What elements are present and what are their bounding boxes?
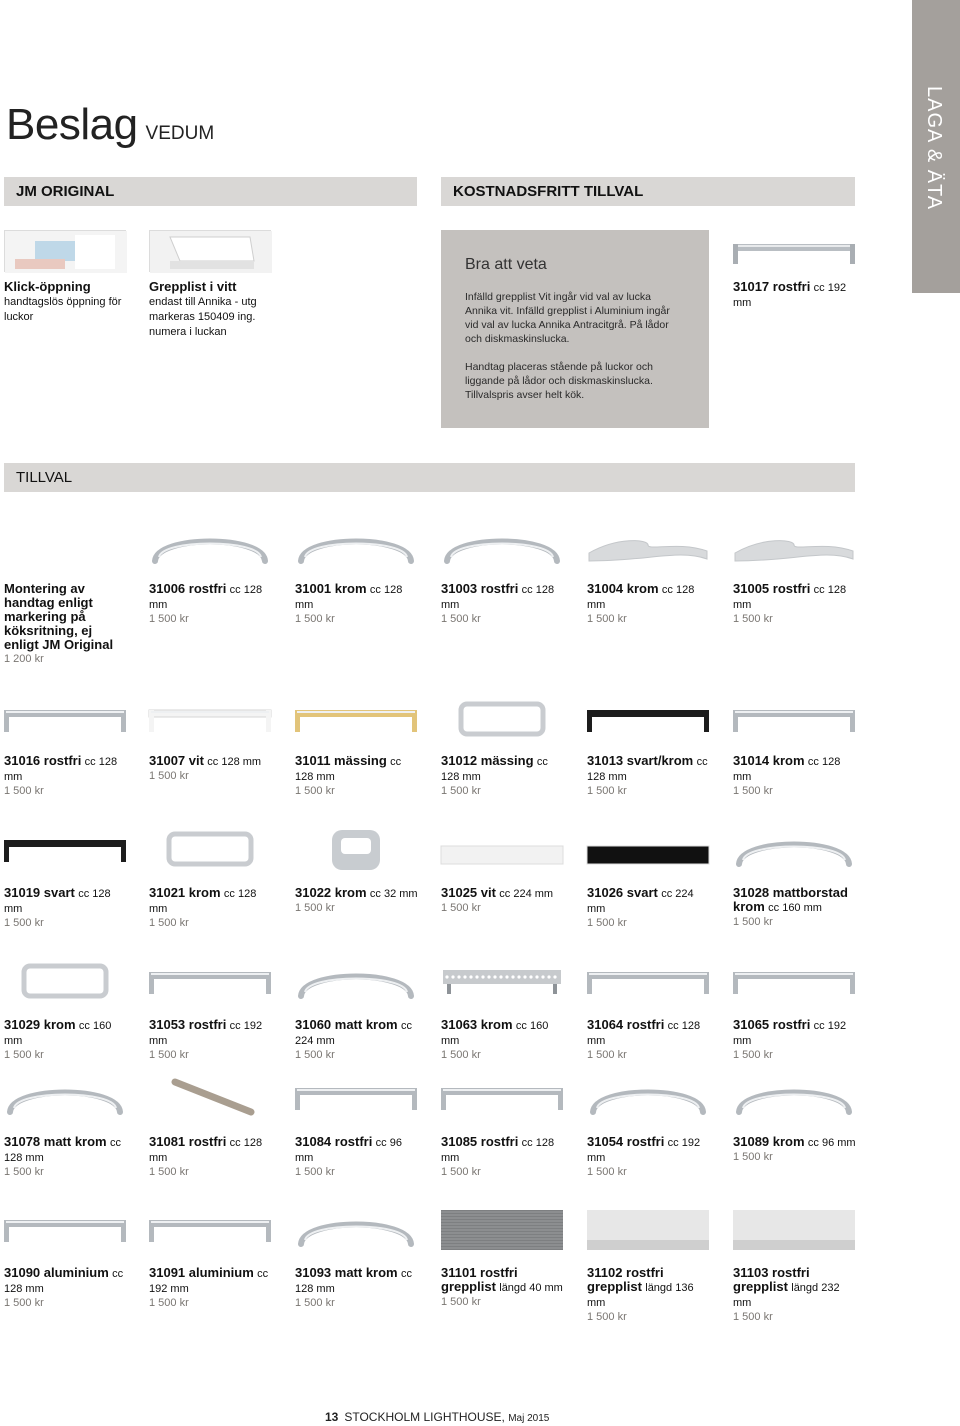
handle-size: cc 192 mm [149,1268,269,1295]
handle-item[interactable] [295,1266,420,1310]
handle-item[interactable] [587,582,712,626]
handle-size: längd 232 mm [733,1282,840,1309]
handle-item[interactable] [441,886,566,915]
handle-code: 31065 rostfri [733,1017,811,1032]
handle-size: cc 128 mm [441,1137,555,1164]
handle-item[interactable] [587,1018,712,1062]
footer-date: Maj 2015 [508,1413,550,1424]
handle-price: 1 500 kr [4,1297,44,1309]
handle-size: cc 192 mm [149,1020,263,1047]
free-item-size: cc 192 mm [733,282,847,309]
handle-code: 31013 svart/krom [587,753,694,768]
handle-code: 31006 rostfri [149,581,227,596]
handle-price: 1 500 kr [587,1311,627,1323]
handle-price: 1 500 kr [441,1296,481,1308]
handle-item[interactable] [295,754,420,798]
handle-price: 1 500 kr [149,770,189,782]
info-box-heading: Bra att veta [465,256,547,273]
handle-size: cc 224 mm [499,888,554,900]
handle-image [733,1078,855,1120]
handle-image [441,962,563,1004]
handle-code: 31078 matt krom [4,1134,107,1149]
handle-size: cc 160 mm [4,1020,112,1047]
handle-image [4,830,126,872]
handle-price: 1 500 kr [149,917,189,929]
handle-item[interactable] [149,1266,274,1310]
handle-size: cc 224 mm [295,1020,412,1047]
side-tab[interactable] [912,0,960,293]
free-item-code: 31017 rostfri [733,279,811,294]
handle-size: cc 128 mm [4,756,118,783]
jm-item-name: Klick-öppning [4,279,91,294]
handle-item[interactable] [149,582,274,626]
handle-image [295,962,417,1004]
handle-code: 31064 rostfri [587,1017,665,1032]
handle-code: 31012 mässing [441,753,534,768]
handle-image [441,1078,563,1120]
handle-image [441,830,563,872]
handle-image [149,527,271,569]
handle-size: cc 96 mm [807,1137,856,1149]
handle-price: 1 500 kr [441,613,481,625]
handle-price: 1 500 kr [295,902,335,914]
handle-image [587,1210,709,1252]
handle-item[interactable] [733,886,858,929]
handle-image [4,1210,126,1252]
jm-item-name: Grepplist i vitt [149,279,237,294]
handle-item[interactable] [441,754,566,798]
handle-price: 1 500 kr [733,613,773,625]
info-box-para2: Handtag placeras stående på luckor och liggande på lådor och diskmaskinslucka. Tillvalspris avser helt kök. [465,361,653,401]
montering-item [4,582,124,666]
handle-size: cc 192 mm [733,1020,847,1047]
handle-image [149,1210,271,1252]
handle-code: 31021 krom [149,885,221,900]
handle-31017-image [733,240,855,265]
free-item-31017 [733,280,858,310]
handle-image [295,527,417,569]
handle-price: 1 500 kr [149,1049,189,1061]
handle-image [733,700,855,742]
handle-price: 1 500 kr [441,902,481,914]
handle-size: cc 128 mm [149,584,263,611]
handle-item[interactable] [587,754,712,798]
handle-code: 31026 svart [587,885,658,900]
handle-image [587,962,709,1004]
handle-image [441,700,563,742]
handle-code: 31063 krom [441,1017,513,1032]
handle-code: 31014 krom [733,753,805,768]
handle-code: 31028 mattborstad krom [733,885,848,914]
footer [325,1410,549,1424]
handle-item[interactable] [733,582,858,626]
handle-code: 31090 aluminium [4,1265,109,1280]
handle-code: 31007 vit [149,753,204,768]
jm-item-desc: handtagslös öppning för luckor [4,296,122,323]
kostnadsfritt-bar: KOSTNADSFRITT TILLVAL [441,177,855,206]
handle-price: 1 500 kr [587,1049,627,1061]
grepplist-vitt-photo [149,230,271,272]
jm-item-desc: endast till Annika - utg markeras 150409 ing. numera i luckan [149,296,257,338]
handle-size: cc 128 mm [733,584,847,611]
handle-code: 31091 aluminium [149,1265,254,1280]
handle-item[interactable] [295,886,420,915]
info-box [441,230,709,428]
handle-item[interactable] [587,1266,712,1324]
handle-size: cc 128 mm [441,584,555,611]
handle-code: 31022 krom [295,885,367,900]
handle-size: cc 128 mm [4,1268,124,1295]
footer-page-number: 13 [325,1410,339,1424]
handle-price: 1 500 kr [733,916,773,928]
handle-size: cc 128 mm [4,888,111,915]
handle-item[interactable] [441,1266,566,1309]
handle-item[interactable] [149,886,274,930]
handle-image [295,1210,417,1252]
handle-item[interactable] [149,1135,274,1179]
handle-size: cc 160 mm [768,902,822,914]
handle-price: 1 500 kr [587,785,627,797]
handle-item[interactable] [733,1018,858,1062]
montering-text: Montering av handtag enligt markering på köksritning, ej enligt JM Original [4,581,114,652]
page-title [6,100,214,150]
handle-item[interactable] [149,754,274,783]
handle-item[interactable] [587,1135,712,1179]
handle-price: 1 500 kr [733,785,773,797]
handle-image [4,700,126,742]
handle-image [587,700,709,742]
handle-code: 31011 mässing [295,753,387,768]
handle-image [587,1078,709,1120]
handle-image [295,830,417,872]
klick-oppning-photo [4,230,126,272]
handle-price: 1 500 kr [441,785,481,797]
handle-code: 31054 rostfri [587,1134,665,1149]
handle-code: 31102 rostfri grepplist [587,1265,664,1294]
handle-image [733,962,855,1004]
handle-image [4,1078,126,1120]
handle-image [149,830,271,872]
handle-item[interactable] [441,1018,566,1062]
handle-image [4,962,126,1004]
handle-image [149,962,271,1004]
handle-price: 1 500 kr [587,917,627,929]
handle-item[interactable] [441,1135,566,1179]
handle-code: 31085 rostfri [441,1134,519,1149]
montering-price: 1 200 kr [4,653,44,665]
handle-price: 1 500 kr [295,613,335,625]
handle-item[interactable] [295,1135,420,1179]
handle-code: 31019 svart [4,885,75,900]
handle-code: 31029 krom [4,1017,76,1032]
jm-item-klick [4,280,134,324]
handle-price: 1 500 kr [295,1166,335,1178]
handle-image [149,700,271,742]
footer-catalog: STOCKHOLM LIGHTHOUSE, [344,1410,505,1424]
handle-image [295,700,417,742]
handle-item[interactable] [149,1018,274,1062]
handle-image [587,527,709,569]
handle-code: 31103 rostfri grepplist [733,1265,810,1294]
handle-image [733,1210,855,1252]
handle-item[interactable] [295,1018,420,1062]
handle-size: cc 128 mm [441,756,548,783]
handle-price: 1 500 kr [149,613,189,625]
handle-item[interactable] [4,754,129,798]
handle-item[interactable] [733,1266,858,1324]
handle-size: cc 128 mm [295,1268,412,1295]
handle-price: 1 500 kr [441,1166,481,1178]
handle-price: 1 500 kr [149,1297,189,1309]
handle-price: 1 500 kr [733,1311,773,1323]
handle-item[interactable] [295,582,420,626]
handle-code: 31081 rostfri [149,1134,227,1149]
handle-image [149,1078,271,1120]
handle-size: längd 136 mm [587,1282,694,1309]
handle-image [441,527,563,569]
handle-price: 1 500 kr [733,1049,773,1061]
handle-code: 31004 krom [587,581,659,596]
handle-price: 1 500 kr [295,785,335,797]
handle-item[interactable] [4,1018,129,1062]
handle-price: 1 500 kr [295,1049,335,1061]
handle-size: cc 32 mm [369,888,418,900]
handle-price: 1 500 kr [295,1297,335,1309]
handle-price: 1 500 kr [4,917,44,929]
handle-size: cc 128 mm [587,756,708,783]
handle-price: 1 500 kr [587,1166,627,1178]
handle-price: 1 500 kr [149,1166,189,1178]
handle-size: cc 160 mm [441,1020,549,1047]
handle-size: cc 128 mm [149,888,257,915]
handle-size: cc 96 mm [295,1137,402,1164]
handle-code: 31101 rostfri grepplist [441,1265,518,1294]
handle-code: 31053 rostfri [149,1017,227,1032]
jm-item-grepplist [149,280,274,339]
handle-size: cc 128 mm [4,1137,121,1164]
handle-size: cc 128 mm [587,1020,701,1047]
handle-image [295,1078,417,1120]
handle-code: 31003 rostfri [441,581,519,596]
jm-original-bar: JM ORIGINAL [4,177,417,206]
handle-code: 31016 rostfri [4,753,82,768]
handle-price: 1 500 kr [4,1166,44,1178]
handle-image [587,830,709,872]
handle-size: längd 40 mm [499,1282,563,1294]
handle-code: 31025 vit [441,885,496,900]
handle-code: 31093 matt krom [295,1265,398,1280]
handle-price: 1 500 kr [4,785,44,797]
handle-code: 31089 krom [733,1134,805,1149]
handle-price: 1 500 kr [4,1049,44,1061]
handle-image [733,830,855,872]
page-title-text: Beslag [6,100,138,149]
handle-size: cc 192 mm [587,1137,701,1164]
handle-price: 1 500 kr [587,613,627,625]
handle-image [441,1210,563,1252]
handle-code: 31060 matt krom [295,1017,398,1032]
handle-size: cc 128 mm [207,756,262,768]
handle-item[interactable] [733,754,858,798]
info-box-para1: Infälld grepplist Vit ingår vid val av lucka Annika vit. Infälld grepplist i Aluminium ingår vid val av lucka Annika Antracitgrå. På lådor och diskmaskinslucka. [465,291,670,345]
page-subtitle: VEDUM [145,123,215,144]
handle-image [733,527,855,569]
handle-size: cc 224 mm [587,888,694,915]
handle-size: cc 128 mm [295,584,403,611]
handle-size: cc 128 mm [733,756,841,783]
handle-code: 31005 rostfri [733,581,811,596]
handle-item[interactable] [587,886,712,930]
handle-size: cc 128 mm [149,1137,263,1164]
handle-size: cc 128 mm [295,756,402,783]
handle-item[interactable] [441,582,566,626]
handle-size: cc 128 mm [587,584,695,611]
handle-item[interactable] [733,1135,858,1164]
handle-item[interactable] [4,1135,129,1179]
handle-price: 1 500 kr [733,1151,773,1163]
handle-code: 31001 krom [295,581,367,596]
handle-item[interactable] [4,1266,129,1310]
tillval-bar: TILLVAL [4,463,855,492]
handle-code: 31084 rostfri [295,1134,373,1149]
side-tab-label: LAGA & ÄTA [923,86,945,211]
handle-price: 1 500 kr [441,1049,481,1061]
handle-item[interactable] [4,886,129,930]
